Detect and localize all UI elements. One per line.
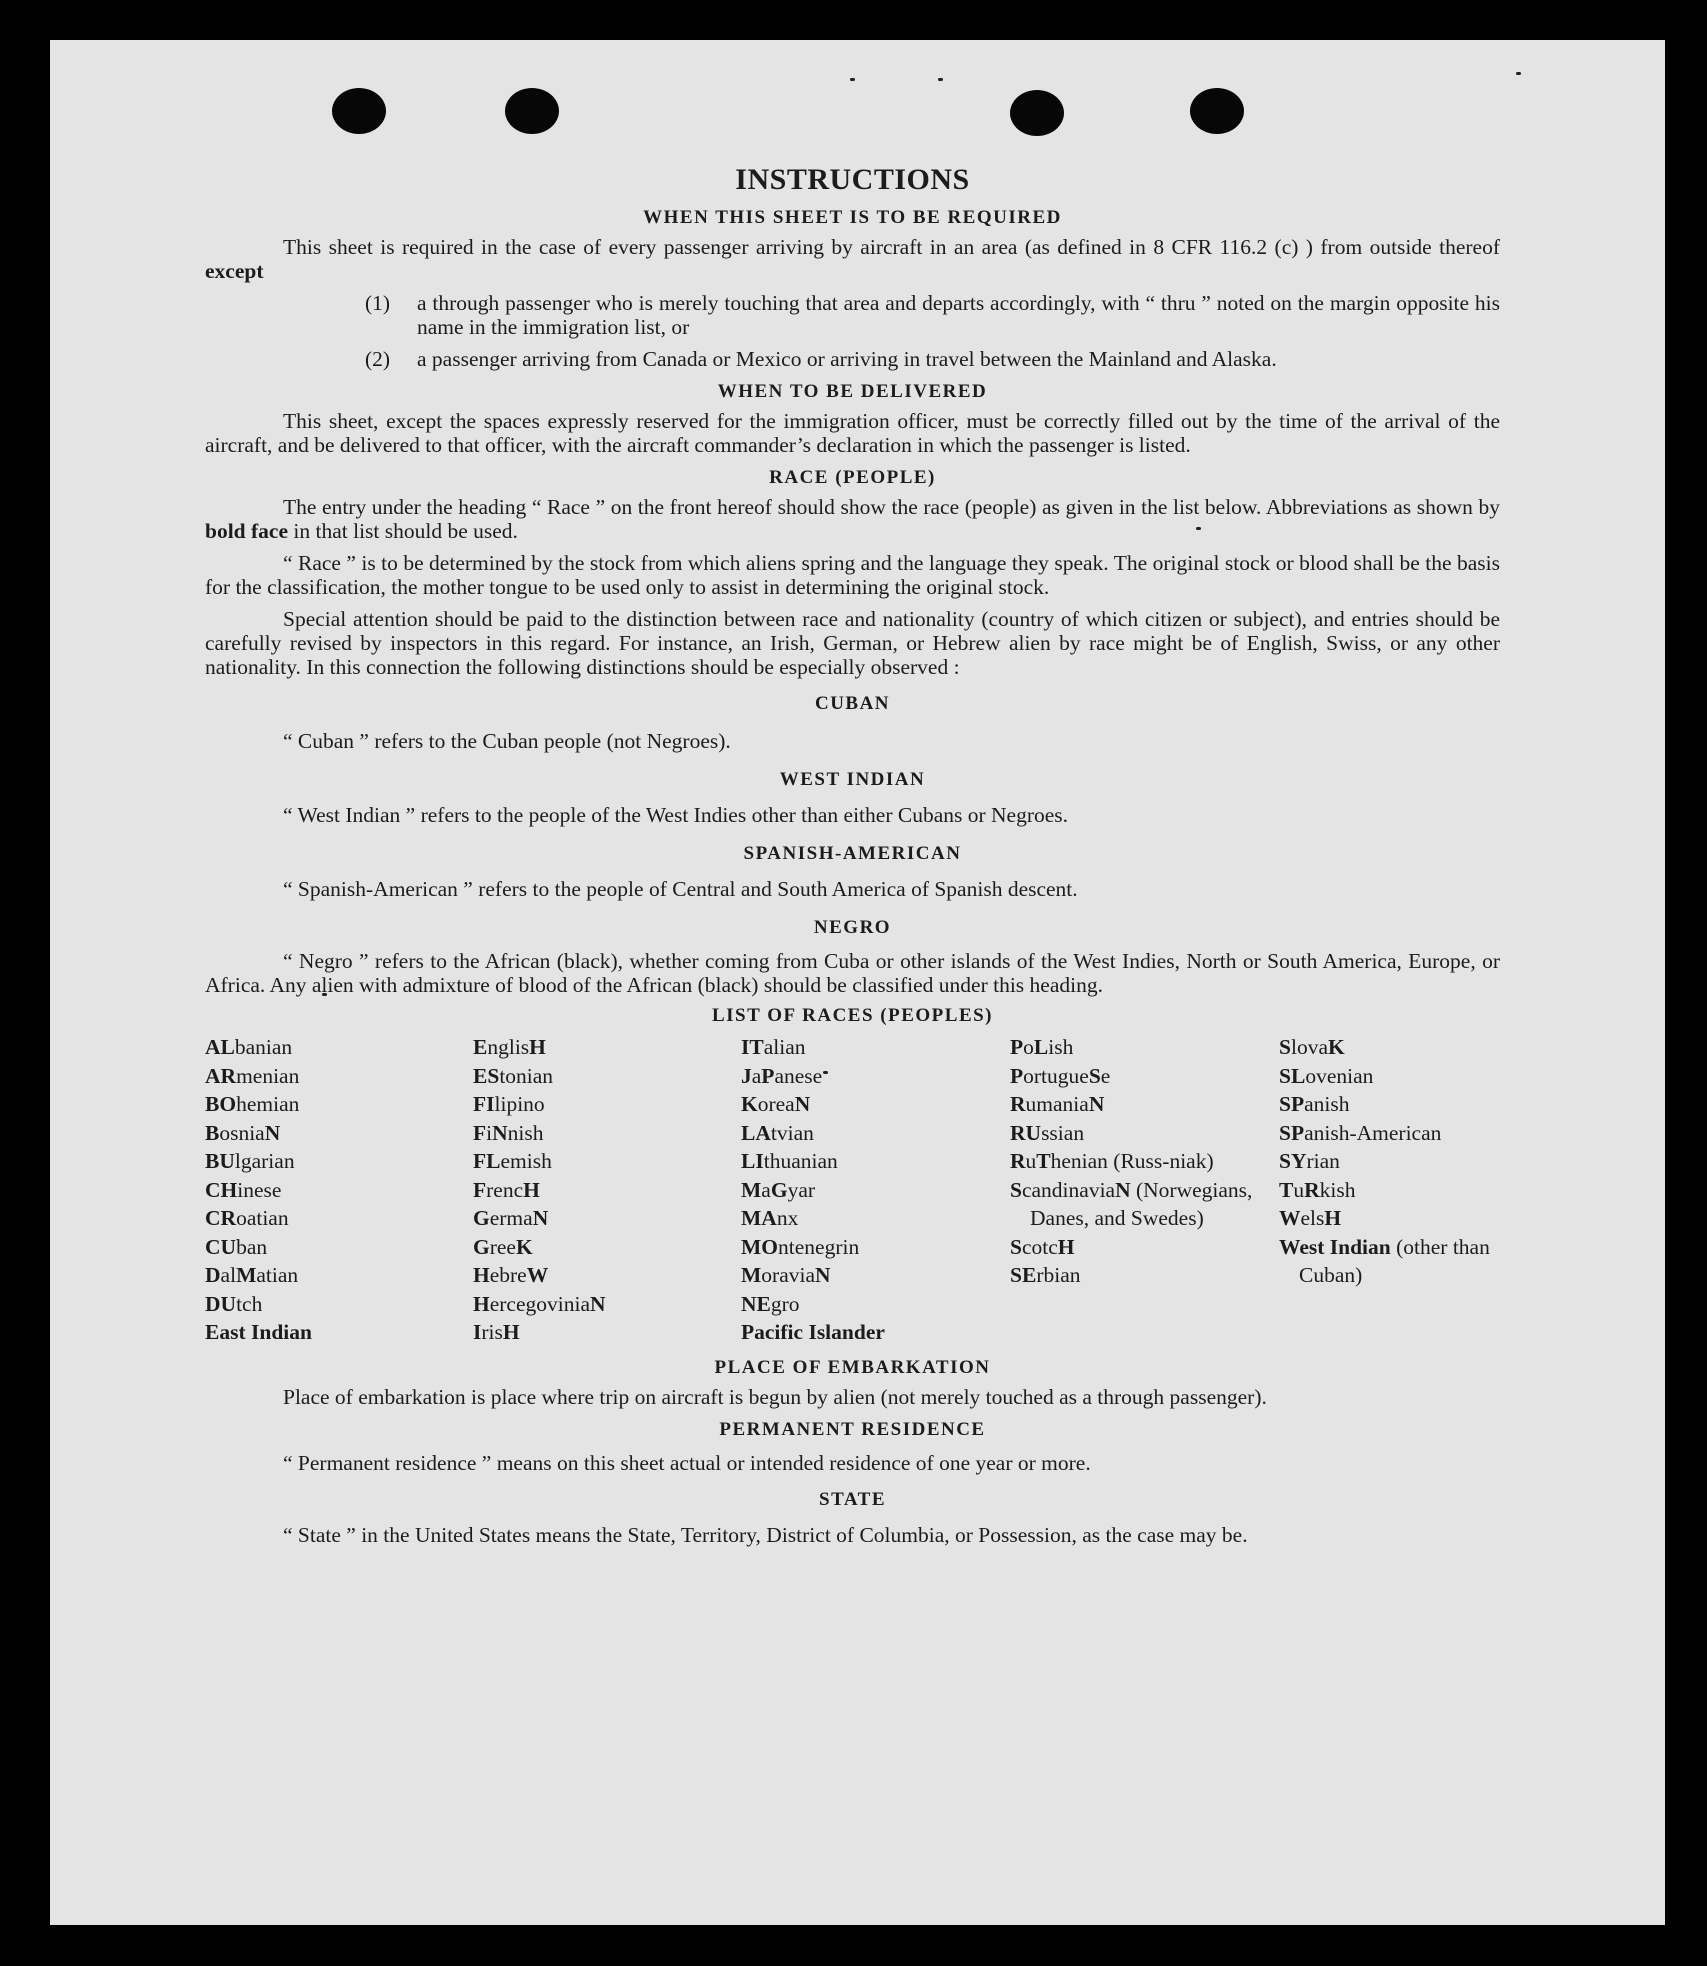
paragraph [205,235,1500,283]
race-entry [473,1147,741,1176]
race-text: o [1023,1035,1034,1059]
paragraph: “ Race ” is to be determined by the stock from which aliens spring and the language they speak. The original stock or blood shall be the basis for the classification, the mother tongue to be used only to assist in determining the original stock. [205,551,1500,599]
race-text: thuanian [763,1149,838,1173]
race-entry [473,1290,741,1319]
race-abbrev: P [761,1063,775,1088]
race-entry [1010,1147,1279,1176]
race-text: nx [776,1206,799,1230]
race-abbrev: SL [1279,1063,1306,1088]
race-entry [473,1090,741,1119]
race-abbrev: R [1304,1177,1320,1202]
race-entry [473,1204,741,1233]
race-text: henian (Russ-niak) [1050,1149,1214,1173]
race-abbrev: R [1010,1092,1026,1116]
item-number: (2) [365,347,391,371]
race-text: alian [763,1035,806,1059]
race-abbrev: K [515,1234,533,1259]
race-entry [741,1318,1010,1347]
race-abbrev: H [473,1263,490,1287]
race-abbrev: H [1324,1206,1342,1230]
race-abbrev: J [741,1063,752,1088]
section-heading: PLACE OF EMBARKATION [714,1356,991,1378]
race-entry [205,1119,473,1148]
section-delivered [205,381,1500,457]
race-text: atian [256,1263,299,1287]
paper-speck [850,78,855,81]
race-abbrev: SY [1279,1149,1307,1173]
race-abbrev: RU [1010,1120,1042,1145]
race-abbrev: East Indian [205,1320,312,1344]
race-abbrev: S [1088,1063,1101,1088]
race-text: kish [1319,1177,1356,1202]
section-heading: WEST INDIAN [779,769,926,790]
race-abbrev: N [1088,1092,1105,1116]
bold-text: except [205,259,264,283]
paragraph: “ Permanent residence ” means on this sheet actual or intended residence of one year or more. [283,1450,1091,1475]
race-text: anish [1304,1092,1350,1116]
race-text: ban [236,1234,268,1259]
section-heading: WHEN TO BE DELIVERED [717,381,988,402]
section-heading: WHEN THIS SHEET IS TO BE REQUIRED [643,207,1062,228]
race-abbrev: AL [205,1035,235,1059]
race-abbrev: K [1328,1035,1345,1059]
punch-hole [505,88,559,134]
race-entry [473,1119,741,1148]
race-text: hemian [236,1092,300,1116]
paragraph: “ West Indian ” refers to the people of the West Indies other than either Cubans or Negroes. [283,803,1069,827]
section-required [205,207,1500,371]
race-text: ebre [489,1263,527,1287]
races-grid [205,1033,1500,1347]
race-abbrev: SE [1010,1263,1037,1287]
race-abbrev: S [1010,1177,1022,1202]
race-entry [741,1147,1010,1176]
race-entry [205,1176,473,1205]
race-abbrev: NE [741,1291,771,1316]
race-text: els [1300,1206,1325,1230]
item-number: (1) [365,291,391,315]
race-abbrev: LI [741,1149,764,1173]
race-text: tvian [770,1120,814,1145]
race-entry [473,1261,741,1290]
race-entry [1279,1033,1500,1062]
race-entry [473,1033,741,1062]
race-entry [1010,1062,1279,1091]
race-abbrev: N [590,1291,606,1316]
paragraph: “ Negro ” refers to the African (black), whether coming from Cuba or other islands of the West Indies, North or South America, Europe, or Africa. Any alien with admixture of blood of the African (black) should be classified under this heading. [205,949,1500,997]
race-abbrev: S [1279,1035,1291,1059]
race-column [205,1033,473,1347]
race-column [1010,1033,1279,1347]
race-entry [1010,1119,1279,1148]
paragraph: This sheet, except the spaces expressly reserved for the immigration officer, must be correctly filled out by the time of the arrival of the aircraft, and be delivered to that officer, with the aircraft commander’s declaration in which the passenger is listed. [205,409,1500,457]
race-abbrev: ES [473,1063,500,1088]
section-heading: RACE (PEOPLE) [769,467,936,488]
race-text: banian [234,1035,293,1059]
section-negro [205,917,1500,997]
race-abbrev: G [473,1206,490,1230]
race-text: renc [486,1177,524,1202]
paragraph: Special attention should be paid to the distinction between race and nationality (country of which citizen or subject), and entries should be carefully revised by inspectors in this regard. For instance, an Irish, German, or Hebrew alien by race might be of English, Swiss, or any other nationality. In this connection the following distinctions should be especially observed : [205,607,1500,679]
section-heading: LIST OF RACES (PEOPLES) [711,1005,994,1026]
race-entry [205,1233,473,1262]
section-heading: PERMANENT RESIDENCE [719,1418,986,1440]
race-text: anese [774,1063,823,1088]
race-text: lova [1290,1035,1328,1059]
race-entry [741,1261,1010,1290]
item-text: a through passenger who is merely touching that area and departs accordingly, with “ thru ” noted on the margin opposite his name in the immigration list, or [417,291,1500,339]
race-abbrev: SP [1279,1120,1305,1145]
race-entry [473,1233,741,1262]
race-text: ree [489,1234,516,1259]
race-text: oatian [236,1206,289,1230]
race-entry [1279,1147,1500,1176]
race-entry [473,1176,741,1205]
section-heading: NEGRO [813,917,892,938]
paragraph: “ State ” in the United States means the State, Territory, District of Columbia, or Possession, as the case may be. [283,1522,1248,1547]
race-abbrev: H [529,1035,546,1059]
race-text: menian [236,1063,300,1088]
race-abbrev: N [815,1263,831,1287]
race-entry [205,1062,473,1091]
race-abbrev: D [205,1263,221,1287]
race-abbrev: R [1010,1149,1026,1173]
section-state [205,1489,1500,1547]
list-item [365,347,1500,371]
race-text: lipino [494,1092,545,1116]
race-abbrev: LA [741,1120,771,1145]
race-entry [741,1033,1010,1062]
race-column [473,1033,741,1347]
race-abbrev: IT [741,1035,764,1059]
race-abbrev: Pacific Islander [741,1320,885,1344]
race-text: nglis [487,1035,530,1059]
race-abbrev: MO [741,1234,779,1259]
race-abbrev: DU [205,1291,237,1316]
race-abbrev: H [523,1177,540,1202]
section-cuban [205,693,1500,753]
race-abbrev: S [1010,1234,1022,1259]
race-abbrev: G [770,1177,788,1202]
race-abbrev: FL [473,1149,501,1173]
paragraph: “ Cuban ” refers to the Cuban people (not Negroes). [283,729,731,753]
race-abbrev: L [1033,1035,1049,1059]
section-heading: SPANISH-AMERICAN [743,843,962,864]
race-text: erma [489,1206,533,1230]
bold-text: bold face [205,519,289,543]
race-text: oravia [761,1263,816,1287]
race-text: anish-American [1304,1120,1442,1145]
race-abbrev: SP [1279,1092,1305,1116]
paragraph: “ Spanish-American ” refers to the people of Central and South America of Spanish descent. [283,877,1078,901]
race-abbrev: B [205,1120,220,1145]
race-text: a [761,1177,771,1202]
race-text: a [751,1063,762,1088]
document-body [205,163,1500,1555]
races-list [205,1005,1500,1347]
race-text: ssian [1041,1120,1085,1145]
race-text: nish [507,1120,544,1145]
section-west-indian [205,769,1500,827]
race-text: (other than Cuban) [1299,1234,1490,1287]
race-text: tch [236,1291,263,1316]
race-abbrev: M [741,1177,762,1202]
paragraph [205,495,1500,543]
race-entry [205,1090,473,1119]
race-text: cotc [1021,1234,1058,1259]
race-text: candinavia [1021,1177,1116,1202]
race-abbrev: CU [205,1234,237,1259]
race-abbrev: N [532,1206,549,1230]
race-text: ish [1048,1035,1074,1059]
section-race [205,467,1500,679]
section-permanent-residence [205,1419,1500,1475]
race-text: e [1100,1063,1111,1088]
race-entry [1279,1090,1500,1119]
race-entry [205,1318,473,1347]
race-abbrev: AR [205,1063,237,1088]
race-text: i [486,1120,493,1145]
race-entry [1279,1062,1500,1091]
section-heading: STATE [819,1488,886,1510]
race-entry [205,1290,473,1319]
paragraph-text: This sheet is required in the case of every passenger arriving by aircraft in an area (as defined in 8 CFR 116.2 (c) ) from outside thereof [283,235,1500,259]
race-abbrev: F [473,1177,487,1202]
race-text: u [1293,1177,1305,1202]
race-entry [741,1233,1010,1262]
section-heading: CUBAN [814,693,891,714]
section-spanish-american [205,843,1500,901]
race-text: rbian [1036,1263,1081,1287]
race-text: rian [1306,1149,1340,1173]
paragraph-text: The entry under the heading “ Race ” on the front hereof should show the race (people) as given in the list below. Abbreviations as shown by [283,495,1500,519]
paragraph: Place of embarkation is place where trip on aircraft is begun by alien (not merely touched as a through passenger). [283,1384,1267,1409]
race-text: ovenian [1305,1063,1374,1088]
race-abbrev: BU [205,1149,235,1173]
race-entry [1010,1233,1279,1262]
race-entry [205,1147,473,1176]
race-abbrev: N [264,1120,281,1145]
race-abbrev: M [741,1263,762,1287]
page-title: INSTRUCTIONS [735,163,970,196]
race-abbrev: W [526,1263,549,1287]
race-text: ortugue [1023,1063,1089,1088]
punch-hole [1190,88,1244,134]
race-abbrev: P [1010,1035,1024,1059]
race-text: yar [787,1177,816,1202]
race-entry [741,1062,1010,1091]
race-entry [1279,1119,1500,1148]
race-abbrev: M [236,1263,257,1287]
race-abbrev: G [473,1234,490,1259]
race-entry [741,1090,1010,1119]
race-abbrev: H [502,1320,520,1344]
race-text: ntenegrin [778,1234,860,1259]
item-text: a passenger arriving from Canada or Mexico or arriving in travel between the Mainland and Alaska. [417,347,1277,371]
race-column [741,1033,1010,1347]
race-entry [205,1033,473,1062]
race-entry [741,1119,1010,1148]
race-abbrev: BO [205,1092,237,1116]
paper-speck [938,78,943,81]
race-text: tonian [499,1063,554,1088]
race-abbrev: W [1279,1206,1301,1230]
race-entry [741,1176,1010,1205]
section-embarkation [205,1357,1500,1409]
race-abbrev: FI [473,1092,495,1116]
race-text: gro [770,1291,800,1316]
race-entry [205,1261,473,1290]
punch-hole [332,88,386,134]
race-entry [1010,1176,1279,1233]
race-text: inese [237,1177,282,1202]
race-text: al [220,1263,237,1287]
race-text: ercegovinia [489,1291,591,1316]
race-entry [741,1290,1010,1319]
race-abbrev: F [473,1120,487,1145]
race-text: orea [757,1092,795,1116]
race-abbrev: N [1115,1177,1131,1202]
paper-speck [1516,72,1521,75]
race-abbrev: T [1036,1149,1051,1173]
race-abbrev: H [473,1291,490,1316]
paragraph-text: in that list should be used. [293,519,518,543]
race-abbrev: N [794,1092,811,1116]
race-abbrev: H [1057,1234,1075,1259]
race-text: u [1025,1149,1037,1173]
race-entry [1010,1090,1279,1119]
race-text: lgarian [234,1149,295,1173]
race-entry [1279,1233,1500,1290]
race-abbrev: E [473,1035,488,1059]
race-text: umania [1025,1092,1089,1116]
race-abbrev: P [1010,1063,1024,1088]
race-entry [1279,1204,1500,1233]
race-abbrev: T [1279,1177,1294,1202]
race-text: emish [500,1149,552,1173]
race-abbrev: CH [205,1177,238,1202]
race-entry [741,1204,1010,1233]
race-entry [1010,1261,1279,1290]
race-entry [1010,1033,1279,1062]
race-text: osnia [219,1120,265,1145]
race-entry [473,1318,741,1347]
race-entry [205,1204,473,1233]
race-entry [473,1062,741,1091]
race-abbrev: CR [205,1206,237,1230]
punch-hole [1010,90,1064,136]
race-column [1279,1033,1500,1347]
race-text: (Norwegians, Danes, and Swedes) [1030,1177,1253,1230]
race-abbrev: K [741,1092,758,1116]
race-abbrev: West Indian [1279,1234,1391,1259]
list-item [365,291,1500,339]
race-abbrev: MA [741,1206,777,1230]
race-entry [1279,1176,1500,1205]
race-text: ris [481,1320,503,1344]
race-abbrev: N [492,1120,508,1145]
race-abbrev: I [473,1320,482,1344]
